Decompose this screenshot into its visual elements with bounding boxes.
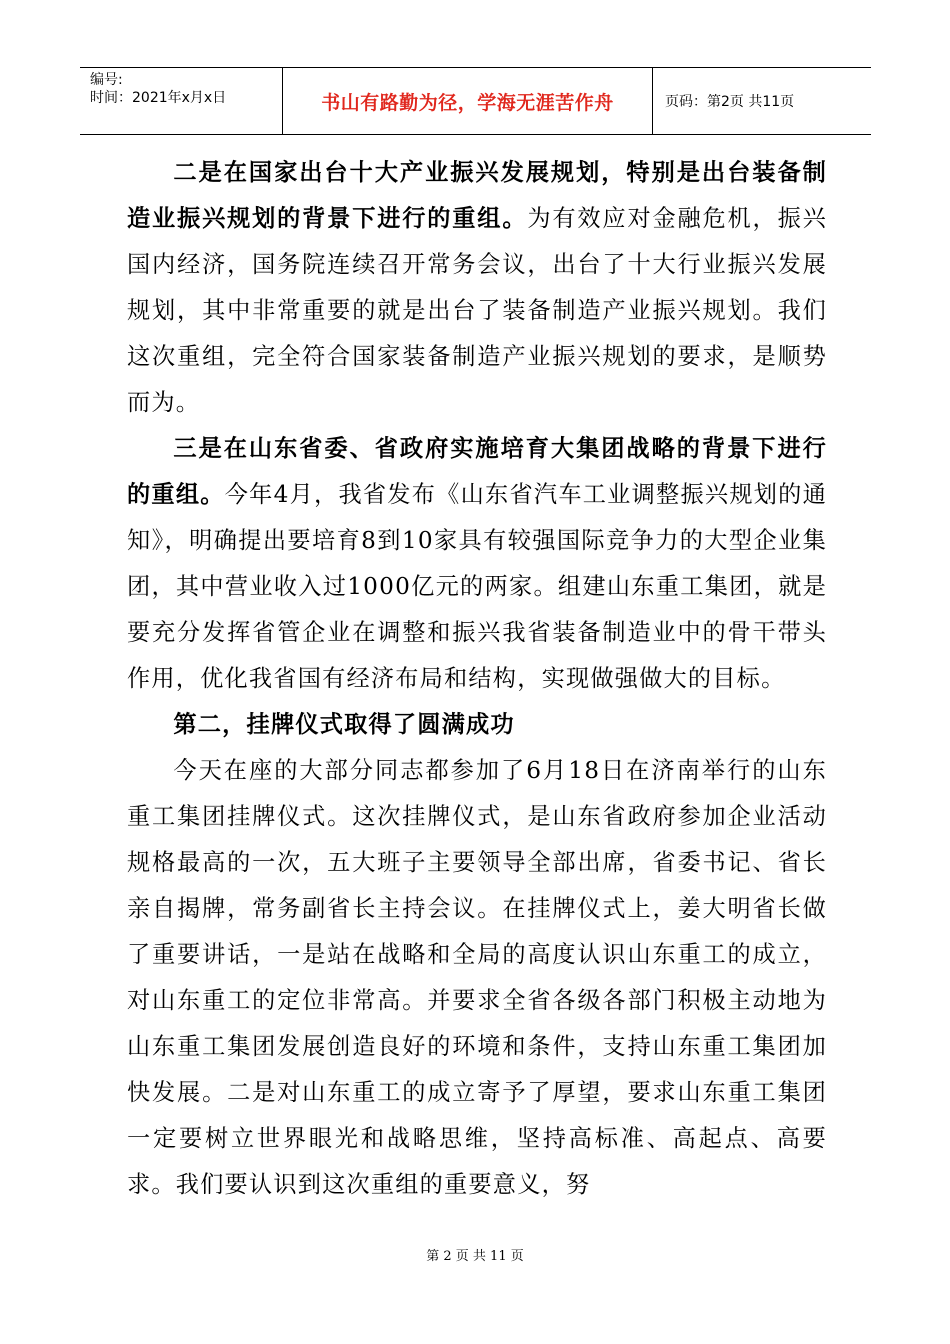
paragraph-2-text: 今年4月，我省发布《山东省汽车工业调整振兴规划的通知》，明确提出要培育8到10家具有较强国际竞争力的大型企业集团，其中营业收入过1000亿元的两家。组建山东重工集团，就是要充分发挥省管企业在调整和振兴我省装备制造业中的骨干带头作用，优化我省国有经济布局和结构，实现做强做大的目标。 bbox=[127, 481, 828, 692]
doc-time-label: 时间：2021年x月x日 bbox=[90, 90, 227, 106]
page-header bbox=[80, 67, 871, 135]
header-meta bbox=[80, 68, 283, 134]
paragraph-1-text: 为有效应对金融危机，振兴国内经济，国务院连续召开常务会议，出台了十大行业振兴发展规划，其中非常重要的就是出台了装备制造产业振兴规划。我们这次重组，完全符合国家装备制造产业振兴规划的要求，是顺势而为。 bbox=[127, 205, 827, 416]
doc-number-label: 编号: bbox=[90, 72, 123, 88]
section-heading: 第二，挂牌仪式取得了圆满成功 bbox=[173, 711, 515, 738]
paragraph-2-lead: 三是在山东省委、省政府实施培育大集团战略的背景下进行的重组。 bbox=[127, 435, 827, 508]
paragraph-3: 今天在座的大部分同志都参加了6月18日在济南举行的山东重工集团挂牌仪式。这次挂牌仪式，是山东省政府参加企业活动规格最高的一次，五大班子主要领导全部出席，省委书记、省长亲自揭牌，常务副省长主持会议。在挂牌仪式上，姜大明省长做了重要讲话，一是站在战略和全局的高度认识山东重工的成立，对山东重工的定位非常高。并要求全省各级各部门积极主动地为山东重工集团发展创造良好的环境和条件，支持山东重工集团加快发展。二是对山东重工的成立寄予了厚望，要求山东重工集团一定要树立世界眼光和战略思维，坚持高标准、高起点、高要求。我们要认识到这次重组的重要意义，努 bbox=[127, 757, 827, 1198]
paragraph-1 bbox=[127, 150, 827, 426]
page-footer: 第 2 页 共 11 页 bbox=[426, 1249, 524, 1264]
paragraph-2 bbox=[127, 426, 827, 702]
paragraph-1-lead: 二是在国家出台十大产业振兴发展规划，特别是出台装备制造业振兴规划的背景下进行的重组。 bbox=[127, 159, 827, 232]
header-motto: 书山有路勤为径，学海无涯苦作舟 bbox=[283, 68, 653, 134]
document-body bbox=[127, 150, 827, 1208]
header-page-info: 页码：第2页 共11页 bbox=[665, 94, 795, 110]
